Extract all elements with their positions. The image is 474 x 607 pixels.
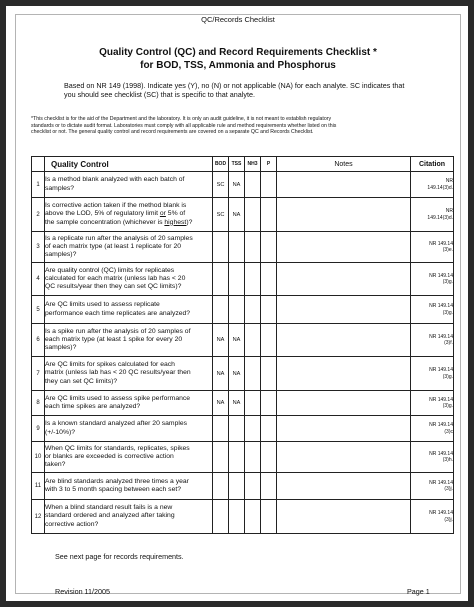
question-cell <box>45 198 213 232</box>
bod-cell[interactable]: SC <box>213 198 229 232</box>
intro-line-2: you should see checklist (SC) that is specific to that analyte. <box>64 90 255 99</box>
tss-cell[interactable]: NA <box>229 391 245 416</box>
citation-line: (3)g. <box>442 279 453 285</box>
tss-cell[interactable] <box>229 473 245 500</box>
bod-cell[interactable] <box>213 232 229 263</box>
bod-cell[interactable]: NA <box>213 357 229 391</box>
note-line-3: checklist or not. The general quality control and record requirements are covered on a separate QC and Records Checklist. <box>31 129 314 136</box>
question-cell <box>45 324 213 357</box>
question-cell <box>45 263 213 296</box>
notes-cell[interactable] <box>277 442 411 473</box>
bod-cell[interactable] <box>213 500 229 534</box>
citation-line: (3)f. <box>444 340 453 346</box>
notes-cell[interactable] <box>277 172 411 198</box>
tss-cell[interactable] <box>229 416 245 442</box>
question-line: calculated for each matrix (unless lab has < 20 <box>45 274 186 282</box>
question-cell <box>45 416 213 442</box>
p-cell[interactable] <box>261 416 277 442</box>
citation-cell <box>411 296 454 324</box>
question-line: When QC limits for standards, replicates, spikes <box>45 444 190 452</box>
table-header-row <box>32 157 454 172</box>
bod-cell[interactable] <box>213 442 229 473</box>
nh3-cell[interactable] <box>245 391 261 416</box>
notes-cell[interactable] <box>277 500 411 534</box>
row-number: 12 <box>32 500 45 534</box>
question-line: matrix (unless lab has < 20 QC results/year then <box>45 369 191 377</box>
document-page <box>15 14 461 594</box>
citation-line: (3)g. <box>442 309 453 316</box>
citation-line: (3)e. <box>442 247 453 253</box>
question-line: Are QC limits used to assess spike performance <box>45 394 191 402</box>
citation-line: 149.14(3)d. <box>427 214 453 221</box>
question-line <box>45 219 212 227</box>
question-cell <box>45 172 213 198</box>
citation-cell <box>411 391 454 416</box>
nh3-cell[interactable] <box>245 232 261 263</box>
revision-label: Revision 11/2005 <box>55 587 111 596</box>
question-line: Is a method blank analyzed with each batch of <box>45 176 185 184</box>
question-line: samples? <box>45 184 75 192</box>
row-number: 10 <box>32 442 45 473</box>
tss-cell[interactable] <box>229 500 245 534</box>
header-bod: BOD <box>213 157 229 172</box>
citation-line: NR 149.14 <box>429 396 453 403</box>
notes-cell[interactable] <box>277 391 411 416</box>
citation-line: NR 149.14 <box>429 240 453 247</box>
document-title <box>16 46 460 72</box>
p-cell[interactable] <box>261 391 277 416</box>
citation-line: (3)j. <box>444 486 453 492</box>
citation-line: NR <box>445 178 453 184</box>
question-cell <box>45 357 213 391</box>
question-line: Are QC limits used to assess replicate <box>45 301 160 309</box>
bod-cell[interactable] <box>213 416 229 442</box>
bod-cell[interactable]: SC <box>213 172 229 198</box>
row-number: 1 <box>32 172 45 198</box>
header-p: P <box>261 157 277 172</box>
table-row <box>32 324 454 357</box>
p-cell[interactable] <box>261 357 277 391</box>
question-line: each time spikes are analyzed? <box>45 403 141 410</box>
tss-cell[interactable] <box>229 442 245 473</box>
citation-line: NR 149.14 <box>429 333 453 340</box>
header-notes: Notes <box>277 157 411 172</box>
citation-line: NR 149.14 <box>429 450 453 457</box>
citation-line: (3)j. <box>444 516 453 523</box>
row-number: 8 <box>32 391 45 416</box>
question-cell <box>45 391 213 416</box>
question-line: Are quality control (QC) limits for replicates <box>45 266 175 274</box>
bod-cell[interactable] <box>213 263 229 296</box>
citation-line: NR 149.14 <box>429 367 453 373</box>
notes-cell[interactable] <box>277 357 411 391</box>
tss-cell[interactable]: NA <box>229 357 245 391</box>
citation-cell <box>411 473 454 500</box>
nh3-cell[interactable] <box>245 473 261 500</box>
p-cell[interactable] <box>261 473 277 500</box>
table-row <box>32 232 454 263</box>
underlined-word: or <box>159 210 166 218</box>
notes-cell[interactable] <box>277 296 411 324</box>
tss-cell[interactable] <box>229 232 245 263</box>
citation-line: (3)g. <box>442 373 453 380</box>
page-header: QC/Records Checklist <box>201 15 275 24</box>
bod-cell[interactable] <box>213 473 229 500</box>
p-cell[interactable] <box>261 172 277 198</box>
question-text: the sample concentration (whichever is <box>45 218 165 226</box>
citation-line: NR <box>445 208 453 214</box>
question-text: 5% of <box>165 210 186 218</box>
tss-cell[interactable] <box>229 296 245 324</box>
question-line <box>45 210 212 218</box>
nh3-cell[interactable] <box>245 442 261 473</box>
table-row <box>32 198 454 232</box>
p-cell[interactable] <box>261 296 277 324</box>
row-number: 4 <box>32 263 45 296</box>
table-row <box>32 473 454 500</box>
intro-text <box>64 81 444 99</box>
tss-cell[interactable]: NA <box>229 324 245 357</box>
header-nh3: NH3 <box>245 157 261 172</box>
nh3-cell[interactable] <box>245 324 261 357</box>
nh3-cell[interactable] <box>245 416 261 442</box>
underlined-word: highest <box>164 218 187 226</box>
bod-cell[interactable]: NA <box>213 324 229 357</box>
row-number: 11 <box>32 473 45 500</box>
table-row <box>32 263 454 296</box>
nh3-cell[interactable] <box>245 172 261 198</box>
citation-line: NR 149.14 <box>429 272 453 279</box>
question-cell <box>45 500 213 534</box>
notes-cell[interactable] <box>277 416 411 442</box>
question-cell <box>45 442 213 473</box>
nh3-cell[interactable] <box>245 500 261 534</box>
table-row <box>32 442 454 473</box>
citation-line: NR 149.14 <box>429 422 453 428</box>
question-text: )? <box>186 218 193 226</box>
question-line: performance each time replicates are analyzed? <box>45 309 191 317</box>
table-row <box>32 172 454 198</box>
notes-cell[interactable] <box>277 232 411 263</box>
tss-cell[interactable] <box>229 263 245 296</box>
question-line: taken? <box>45 461 66 469</box>
row-number: 6 <box>32 324 45 357</box>
p-cell[interactable] <box>261 232 277 263</box>
title-line-2: for BOD, TSS, Ammonia and Phosphorus <box>140 60 336 71</box>
header-tss: TSS <box>229 157 245 172</box>
table-row <box>32 296 454 324</box>
see-next-page-note: See next page for records requirements. <box>55 552 184 561</box>
citation-cell <box>411 232 454 263</box>
citation-cell <box>411 324 454 357</box>
nh3-cell[interactable] <box>245 357 261 391</box>
nh3-cell[interactable] <box>245 296 261 324</box>
question-line: samples)? <box>45 251 77 259</box>
table-row <box>32 416 454 442</box>
row-number: 5 <box>32 296 45 324</box>
row-number: 3 <box>32 232 45 263</box>
table-row <box>32 500 454 534</box>
p-cell[interactable] <box>261 442 277 473</box>
disclaimer-note <box>31 116 451 136</box>
intro-line-1: Based on NR 149 (1998). Indicate yes (Y), no (N) or not applicable (NA) for each analyte. SC indicates that <box>64 81 405 90</box>
citation-line: NR 149.14 <box>429 479 453 486</box>
question-line: with 3 to 5 month spacing between each set? <box>45 486 182 493</box>
header-quality-control: Quality Control <box>45 157 213 172</box>
table-row <box>32 357 454 391</box>
p-cell[interactable] <box>261 500 277 534</box>
bod-cell[interactable] <box>213 296 229 324</box>
question-line: Is a replicate run after the analysis of 20 samples <box>45 234 193 242</box>
nh3-cell[interactable] <box>245 263 261 296</box>
citation-cell <box>411 263 454 296</box>
citation-cell <box>411 442 454 473</box>
p-cell[interactable] <box>261 198 277 232</box>
question-line: Is corrective action taken if the method blank is <box>45 202 187 210</box>
question-line: (+/-10%)? <box>45 428 76 436</box>
tss-cell[interactable]: NA <box>229 172 245 198</box>
p-cell[interactable] <box>261 324 277 357</box>
citation-line: NR 149.14 <box>429 510 453 516</box>
question-line: Is a known standard analyzed after 20 samples <box>45 420 188 428</box>
question-line: of each matrix type (at least 1 replicate for 20 <box>45 242 182 250</box>
question-cell <box>45 232 213 263</box>
question-cell <box>45 473 213 500</box>
citation-line: 149.14(3)d. <box>427 184 453 191</box>
question-line: When a blind standard result fails is a new <box>45 504 173 512</box>
notes-cell[interactable] <box>277 324 411 357</box>
citation-cell <box>411 500 454 534</box>
question-cell <box>45 296 213 324</box>
question-line: QC results/year then they can set QC limits)? <box>45 283 182 291</box>
p-cell[interactable] <box>261 263 277 296</box>
question-line: corrective action? <box>45 520 99 528</box>
row-number: 7 <box>32 357 45 391</box>
question-text: above the LOD, 5% of regulatory limit <box>45 210 160 218</box>
citation-line: (3)g. <box>442 403 453 409</box>
question-line: each matrix type (at least 1 spike for every 20 <box>45 335 183 343</box>
tss-cell[interactable]: NA <box>229 198 245 232</box>
citation-line: NR 149.14 <box>429 303 453 309</box>
citation-cell <box>411 416 454 442</box>
page-number: Page 1 <box>407 587 430 596</box>
citation-cell <box>411 357 454 391</box>
note-line-2: standards or to dictate audit format. Laboratories must comply with all applicable rule and method requirements whether listed on this <box>31 122 337 129</box>
notes-cell[interactable] <box>277 263 411 296</box>
bod-cell[interactable]: NA <box>213 391 229 416</box>
citation-line: (3)c <box>444 428 453 435</box>
notes-cell[interactable] <box>277 198 411 232</box>
question-line: Is a spike run after the analysis of 20 samples of <box>45 327 191 335</box>
question-line: standard ordered and analyzed after taking <box>45 512 175 520</box>
row-number: 9 <box>32 416 45 442</box>
notes-cell[interactable] <box>277 473 411 500</box>
question-line: Are blind standards analyzed three times a year <box>45 477 189 485</box>
question-line: Are QC limits for spikes calculated for each <box>45 361 175 369</box>
header-citation: Citation <box>411 157 454 172</box>
row-number: 2 <box>32 198 45 232</box>
citation-cell <box>411 172 454 198</box>
citation-line: (3)h. <box>442 457 453 463</box>
title-line-1: Quality Control (QC) and Record Requirements Checklist * <box>99 47 377 58</box>
nh3-cell[interactable] <box>245 198 261 232</box>
question-line: samples)? <box>45 344 77 352</box>
note-line-1: *This checklist is for the aid of the Department and the laboratory. It is only an audit guideline, it is not meant to establish regulatory <box>31 116 332 122</box>
question-line: or blanks are exceeded is corrective action <box>45 452 174 460</box>
header-num-cell <box>32 157 45 172</box>
question-line: they can set QC limits)? <box>45 377 118 385</box>
qc-checklist-table <box>31 156 454 534</box>
table-row <box>32 391 454 416</box>
citation-cell <box>411 198 454 232</box>
